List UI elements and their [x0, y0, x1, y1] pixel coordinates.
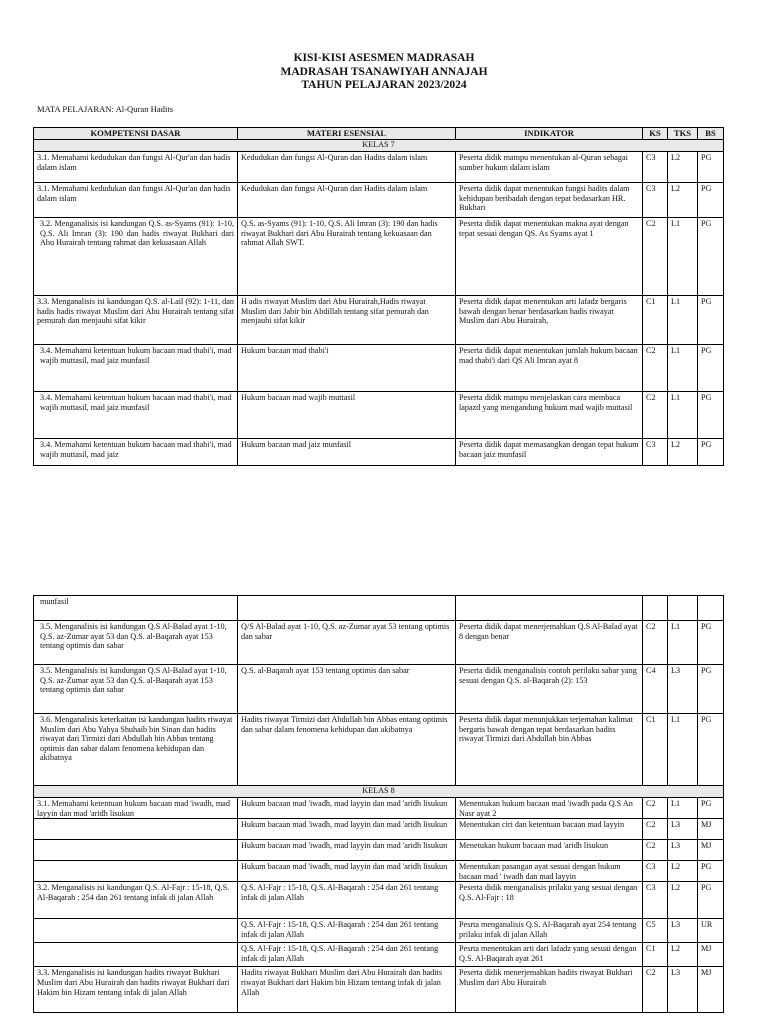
cell-kompetensi-dasar: 3.1. Memahami kedudukan dan fungsi Al-Qur'an dan hadis dalam islam	[34, 183, 238, 218]
table-row	[34, 798, 724, 819]
title-line-2: MADRASAH TSANAWIYAH ANNAJAH	[280, 65, 488, 78]
document-title	[0, 52, 768, 93]
cell-kompetensi-dasar: 3.1. Memahami ketentuan hukum bacaan mad 'iwadh, mad layyin dan mad 'aridh lisukun	[34, 798, 238, 819]
cell-ks: C3	[643, 183, 668, 218]
cell-indikator: Peserta didik dapat memasangkan dengan tepat hukum bacaan jaiz munfasil	[456, 439, 643, 466]
cell-indikator: Peserta didik mampu menjelaskan cara membaca lapazd yang mengandung hukum mad wajib muttasil	[456, 392, 643, 439]
table-row	[34, 861, 724, 882]
cell-bs: PG	[698, 345, 724, 392]
cell-indikator: Peserta didik dapat menentukan arti lafadz bergaris bawah dengan benar berdasarkan hadis riwayat Muslim dari Abu Hurairah,	[456, 296, 643, 345]
cell-indikator: Menetukan hukum bacaan mad 'aridh lisukun	[456, 840, 643, 861]
cell-tks: L2	[668, 183, 698, 218]
cell-materi-esensial: Q.S. Al-Fajr : 15-18, Q.S. Al-Baqarah : 254 dan 261 tentang infak di jalan Allah	[238, 943, 456, 967]
cell-indikator: Pesrta menentukan arti dari lafadz yang sesuai dengan Q.S. Al-Baqarah ayat 261	[456, 943, 643, 967]
table-row	[34, 819, 724, 840]
cell-tks: L2	[668, 882, 698, 919]
cell-kompetensi-dasar: 3.4. Memahami ketentuan hukum bacaan mad thabi'i, mad wajib muttasil, mad jaiz	[34, 439, 238, 466]
cell-tks: L1	[668, 392, 698, 439]
cell-materi-esensial: Hukum bacaan mad wajib muttasil	[238, 392, 456, 439]
title-line-1: KISI-KISI ASESMEN MADRASAH	[293, 52, 475, 64]
cell-bs: PG	[698, 392, 724, 439]
cell-ks	[643, 596, 668, 621]
table-row	[34, 665, 724, 714]
cell-bs: PG	[698, 296, 724, 345]
cell-kompetensi-dasar: 3.5. Menganalisis isi kandungan Q.S Al-Balad ayat 1-10, Q.S. az-Zumar ayat 53 dan Q.S. al-Baqarah ayat 153 tentang optimis dan sabar	[34, 621, 238, 665]
cell-bs: PG	[698, 882, 724, 919]
cell-ks: C3	[643, 152, 668, 183]
cell-bs: MJ	[698, 840, 724, 861]
table-row	[34, 943, 724, 967]
cell-materi-esensial: Hadits riwayat Bukhari Muslim dari Abu Hurairah dan hadits riwayat Bukhari dari Hakim bin Hizam tentang infak di jalan Allah	[238, 967, 456, 1013]
cell-materi-esensial: Q.S. al-Baqarah ayat 153 tentang optimis dan sabar	[238, 665, 456, 714]
cell-bs: PG	[698, 714, 724, 786]
cell-kompetensi-dasar: 3.5. Menganalisis isi kandungan Q.S Al-Balad ayat 1-10, Q.S. az-Zumar ayat 53 dan Q.S. al-Baqarah ayat 153 tentang optimis dan sabar	[34, 665, 238, 714]
cell-materi-esensial: Hukum bacaan mad jaiz munfasil	[238, 439, 456, 466]
cell-kompetensi-dasar: 3.4. Memahami ketentuan hukum bacaan mad thabi'i, mad wajib muttasil, mad jaiz munfasil	[34, 392, 238, 439]
header-tks: TKS	[668, 128, 698, 140]
cell-kompetensi-dasar: munfasil	[34, 596, 238, 621]
cell-materi-esensial: Q.S. Al-Fajr : 15-18, Q.S. Al-Baqarah : 254 dan 261 tentang infak di jalan Allah	[238, 882, 456, 919]
cell-indikator: Menentukan hukum bacaan mad 'iwadh pada Q.S An Nasr ayat 2	[456, 798, 643, 819]
cell-materi-esensial: Kedudukan dan fungsi Al-Quran dan Hadits dalam islam	[238, 183, 456, 218]
cell-kompetensi-dasar: 3.3. Menganalisis isi kandungan hadits riwayat Bukhari Muslim dari Abu Hurairah dan hadits riwayat Bukhari dari Hakim bin Hizam tentang infak di jalan Allah	[34, 967, 238, 1013]
cell-kompetensi-dasar	[34, 861, 238, 882]
cell-bs: MJ	[698, 819, 724, 840]
header-materi-esensial: MATERI ESENSIAL	[238, 128, 456, 140]
table-row	[34, 392, 724, 439]
cell-bs: PG	[698, 183, 724, 218]
cell-bs: MJ	[698, 967, 724, 1013]
cell-bs: MJ	[698, 943, 724, 967]
cell-materi-esensial: Q/S Al-Balad ayat 1-10, Q.S. az-Zumar ayat 53 tentang optimis dan sabar	[238, 621, 456, 665]
cell-ks: C1	[643, 714, 668, 786]
cell-ks: C1	[643, 943, 668, 967]
table-row	[34, 218, 724, 296]
cell-ks: C3	[643, 861, 668, 882]
table-row	[34, 714, 724, 786]
cell-bs: PG	[698, 665, 724, 714]
cell-tks: L1	[668, 798, 698, 819]
cell-kompetensi-dasar	[34, 943, 238, 967]
cell-kompetensi-dasar	[34, 919, 238, 943]
cell-kompetensi-dasar: 3.6. Menganalisis keterkaitan isi kandungan hadits riwayat Muslim dari Abu Yahya Shuhaib bin Sinan dan hadits riwayat dari Tirmizi dari Abdullah bin Abbas tentang optimis dan sabar dalam fenomena kehidupan dan akibatnya	[34, 714, 238, 786]
cell-ks: C2	[643, 218, 668, 296]
cell-materi-esensial: Hukum bacaan mad thabi'i	[238, 345, 456, 392]
cell-materi-esensial: Hukum bacaan mad 'iwadh, mad layyin dan mad 'aridh lisukun	[238, 861, 456, 882]
grid-table-page-1	[33, 127, 724, 466]
cell-indikator: Peserta didik dapat menentukan jumlah hukum bacaan mad thabi'i dari QS Ali Imran ayat 8	[456, 345, 643, 392]
kelas-row	[34, 786, 724, 798]
cell-bs: PG	[698, 218, 724, 296]
table-row	[34, 152, 724, 183]
cell-materi-esensial: Hukum bacaan mad 'iwadh, mad layyin dan mad 'aridh lisukun	[238, 840, 456, 861]
table-row	[34, 183, 724, 218]
cell-kompetensi-dasar: 3.2. Menganalisis isi kandungan Q.S. as-Syams (91): 1-10, Q.S. Ali Imran (3): 190 dan hadis riwayat Bukhari dari Abu Hurairah tentang rahmat dan kekuasaan Allah	[34, 218, 238, 296]
cell-materi-esensial: Hukum bacaan mad 'iwadh, mad layyin dan mad 'aridh lisukun	[238, 798, 456, 819]
cell-tks	[668, 596, 698, 621]
cell-materi-esensial: Q.S. as-Syams (91): 1-10, Q.S. Ali Imran (3): 190 dan hadis riwayat Bukhari dari Abu Hurairah tentang kekuasaan dan rahmat Allah SWT.	[238, 218, 456, 296]
cell-indikator: Peserta didik dapat menentukan makna ayat dengan tepat sesuai dengan QS. As Syams ayat 1	[456, 218, 643, 296]
cell-materi-esensial: H adis riwayat Muslim dari Abu Hurairah,Hadis riwayat Muslim dari Jabir bin Abdillah tentang sifat pemurah dan menjauhi sifat kikir	[238, 296, 456, 345]
cell-ks: C3	[643, 882, 668, 919]
header-row	[34, 128, 724, 140]
cell-materi-esensial	[238, 596, 456, 621]
cell-kompetensi-dasar: 3.3. Menganalisis isi kandungan Q.S. al-Lail (92): 1-11, dan hadis hadis riwayat Muslim dari Abu Hurairah tentang sifat pemurah dan menjauhi sifat kikir	[34, 296, 238, 345]
cell-indikator: Peserta didik dapat menunjukkan terjemahan kalimat bergaris bawah dengan tepat berdasarkan hadits riwayat Tirmizi dari Abdullah bin Abbas	[456, 714, 643, 786]
cell-bs: PG	[698, 861, 724, 882]
cell-tks: L3	[668, 967, 698, 1013]
table-row	[34, 621, 724, 665]
table-row	[34, 296, 724, 345]
kelas-row	[34, 140, 724, 152]
cell-tks: L3	[668, 840, 698, 861]
grid-table-page-2	[33, 595, 724, 1013]
header-kompetensi-dasar: KOMPETENSI DASAR	[34, 128, 238, 140]
cell-ks: C2	[643, 840, 668, 861]
cell-materi-esensial: Q.S. Al-Fajr : 15-18, Q.S. Al-Baqarah : 254 dan 261 tentang infak di jalan Allah	[238, 919, 456, 943]
cell-materi-esensial: Hadits riwayat Tirmizi dari Abdullah bin Abbas entang optimis dan sabar dalam fenomena kehidupan dan akibatnya	[238, 714, 456, 786]
table-row	[34, 345, 724, 392]
cell-ks: C2	[643, 345, 668, 392]
cell-tks: L2	[668, 861, 698, 882]
kelas-label: KELAS 7	[34, 140, 724, 152]
cell-bs: PG	[698, 152, 724, 183]
table-row	[34, 882, 724, 919]
table-row	[34, 596, 724, 621]
cell-indikator: Peserta didik menganalisis prilaku yang sesuai dengan Q.S. Al-Fajr : 18	[456, 882, 643, 919]
cell-kompetensi-dasar	[34, 819, 238, 840]
cell-bs: PG	[698, 621, 724, 665]
cell-ks: C2	[643, 798, 668, 819]
table-row	[34, 439, 724, 466]
cell-tks: L2	[668, 152, 698, 183]
kelas-label: KELAS 8	[34, 786, 724, 798]
cell-ks: C5	[643, 919, 668, 943]
cell-indikator: Menentukan pasangan ayat sesuai dengan hukum bacaan mad ' iwadh dan mad layyin	[456, 861, 643, 882]
cell-indikator: Peserta didik dapat menentukan fungsi hadits dalam kehidupan beribadah dengan tepat bedasarkan HR. Bukhari	[456, 183, 643, 218]
cell-indikator: Menentukan ciri dan ketentuan bacaan mad layyin	[456, 819, 643, 840]
header-bs: BS	[698, 128, 724, 140]
cell-tks: L1	[668, 345, 698, 392]
cell-kompetensi-dasar	[34, 840, 238, 861]
cell-ks: C2	[643, 621, 668, 665]
subject-line: MATA PELAJARAN: Al-Quran Hadits	[37, 104, 174, 114]
table-row	[34, 919, 724, 943]
cell-materi-esensial: Kedudukan dan fungsi Al-Quran dan Hadits dalam islam	[238, 152, 456, 183]
cell-indikator: Pesrta menganalisis Q.S. Al-Baqarah ayat 254 tentang prilaku infak di jalan Allah	[456, 919, 643, 943]
cell-bs	[698, 596, 724, 621]
title-line-3: TAHUN PELAJARAN 2023/2024	[301, 79, 467, 91]
cell-materi-esensial: Hukum bacaan mad 'iwadh, mad layyin dan mad 'aridh lisukun	[238, 819, 456, 840]
cell-indikator: Peserta didik dapat menerjemahkan Q.S Al-Balad ayat 8 dengan benar	[456, 621, 643, 665]
cell-ks: C4	[643, 665, 668, 714]
cell-indikator: Peserta didik menganalisis contoh perilaku sabar yang sesuai dengan Q.S. al-Baqarah (2): 153	[456, 665, 643, 714]
cell-indikator: Peserta didik menerjemahkan hadits riwayat Bukhari Muslim dari Abu Hurairah	[456, 967, 643, 1013]
cell-tks: L2	[668, 943, 698, 967]
cell-tks: L1	[668, 218, 698, 296]
cell-tks: L3	[668, 919, 698, 943]
cell-ks: C2	[643, 967, 668, 1013]
cell-kompetensi-dasar: 3.1. Memahami kedudukan dan fungsi Al-Qur'an dan hadis dalam islam	[34, 152, 238, 183]
cell-kompetensi-dasar: 3.4. Memahami ketentuan hukum bacaan mad thabi'i, mad wajib muttasil, mad jaiz munfasil	[34, 345, 238, 392]
cell-tks: L3	[668, 665, 698, 714]
cell-kompetensi-dasar: 3.2. Menganalisis isi kandungan Q.S. Al-Fajr : 15-18, Q.S. Al-Baqarah : 254 dan 261 tentang infak di jalan Allah	[34, 882, 238, 919]
cell-ks: C3	[643, 439, 668, 466]
cell-tks: L1	[668, 621, 698, 665]
cell-ks: C2	[643, 819, 668, 840]
header-ks: KS	[643, 128, 668, 140]
cell-bs: UR	[698, 919, 724, 943]
cell-ks: C1	[643, 296, 668, 345]
cell-tks: L1	[668, 714, 698, 786]
cell-bs: PG	[698, 439, 724, 466]
cell-tks: L1	[668, 296, 698, 345]
cell-indikator: Peserta didik mampu menentukan al-Quran sebagai sumber hukum dalam islam	[456, 152, 643, 183]
cell-indikator	[456, 596, 643, 621]
header-indikator: INDIKATOR	[456, 128, 643, 140]
cell-bs: PG	[698, 798, 724, 819]
table-row	[34, 967, 724, 1013]
table-row	[34, 840, 724, 861]
cell-tks: L2	[668, 439, 698, 466]
cell-ks: C2	[643, 392, 668, 439]
cell-tks: L3	[668, 819, 698, 840]
